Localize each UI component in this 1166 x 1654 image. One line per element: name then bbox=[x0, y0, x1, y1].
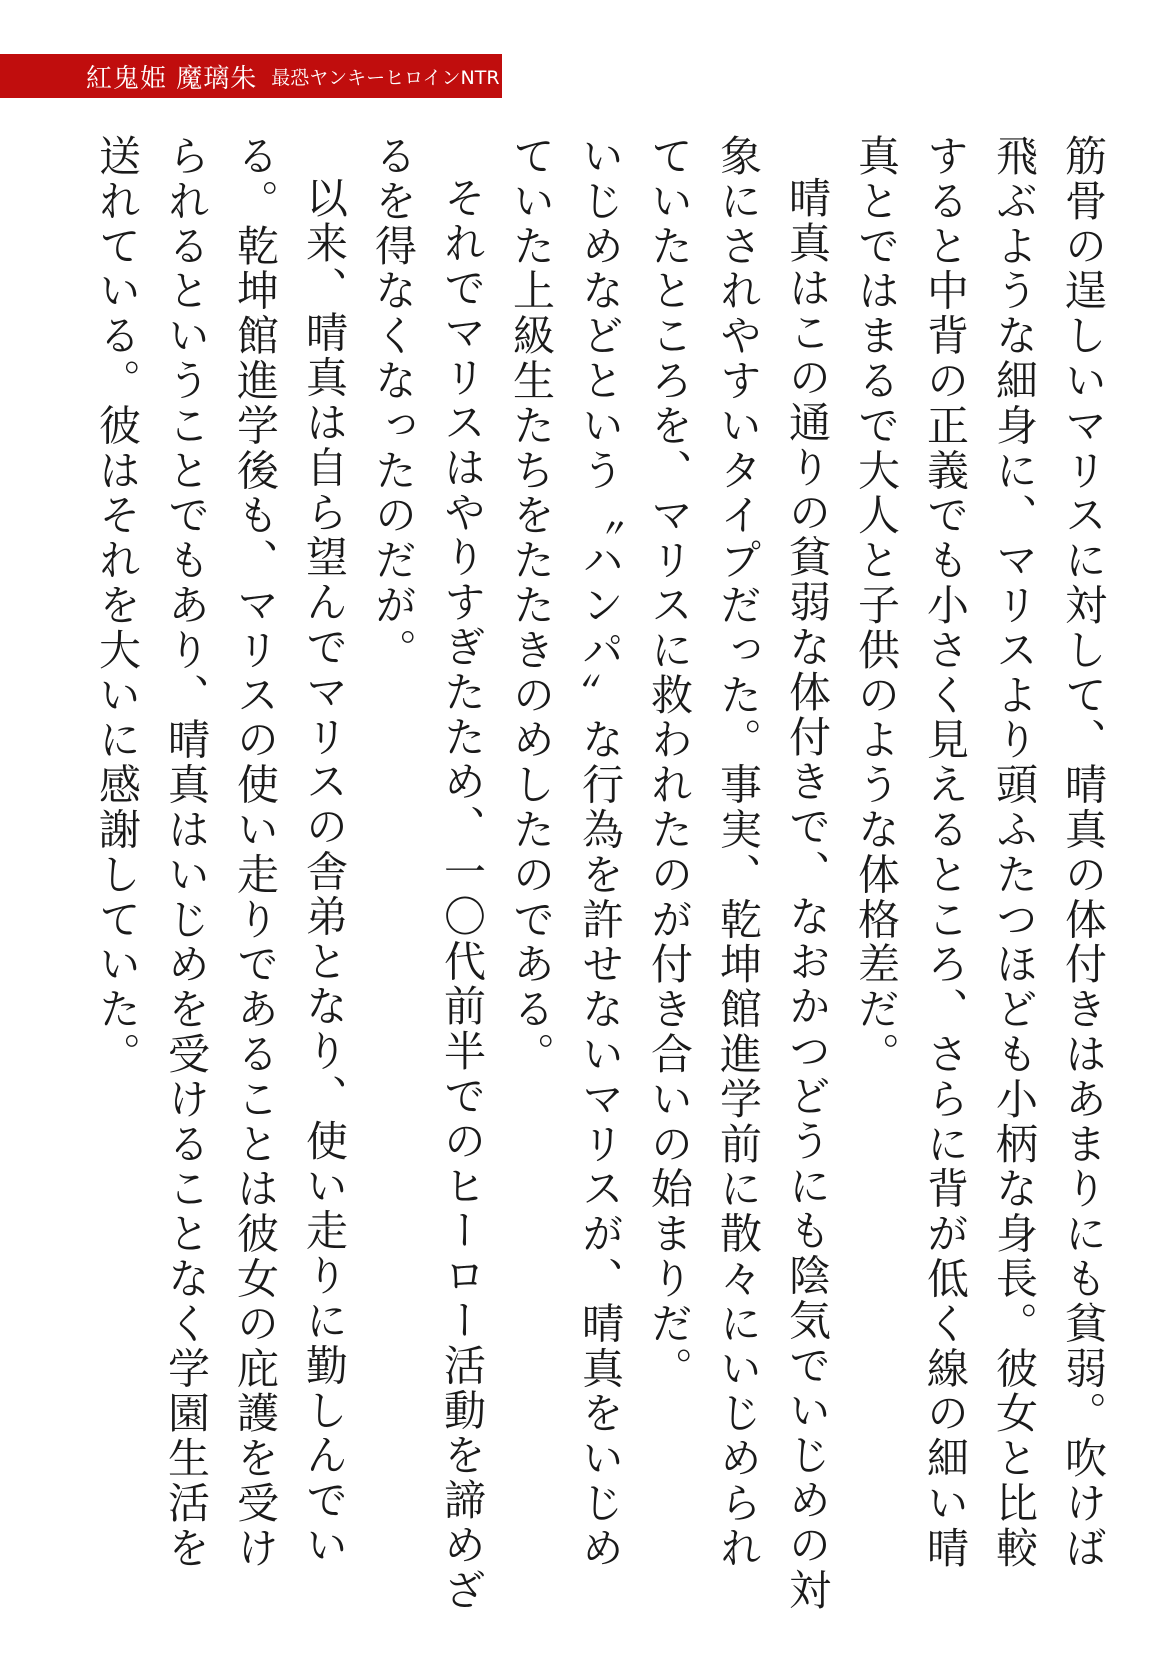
paragraph: 以来、晴真は自ら望んでマリスの舎弟となり、使い走りに勤しんでいる。乾坤館進学後も、マリスの使い走りであることは彼女の庇護を受けられるということでもあり、晴真はいじめを受けることなく学園生活を送れている。彼はそれを大いに感謝していた。 bbox=[93, 134, 349, 1571]
header-band bbox=[0, 54, 502, 98]
book-title: 紅鬼姫 魔璃朱 bbox=[86, 63, 258, 94]
paragraph: いじめなどという〝ハンパ〟な行為を許せないマリスが、晴真をいじめていた上級生たちをたたきのめしたのである。 bbox=[507, 134, 625, 1571]
book-subtitle: 最恐ヤンキーヒロインNTR bbox=[271, 66, 500, 89]
body-text bbox=[58, 134, 1118, 1614]
paragraph: 筋骨の逞しいマリスに対して、晴真の体付きはあまりにも貧弱。吹けば飛ぶような細身に、マリスより頭ふたつほども小柄な身長。彼女と比較すると中背の正義でも小さく見えるところ、さらに背が低く線の細い晴真とではまるで大人と子供のような体格差だ。 bbox=[852, 134, 1108, 1571]
paragraph: 晴真はこの通りの貧弱な体付きで、なおかつどうにも陰気でいじめの対象にされやすいタイプだった。事実、乾坤館進学前に散々にいじめられていたところを、マリスに救われたのが付き合いの始まりだ。 bbox=[645, 134, 832, 1613]
paragraph: それでマリスはやりすぎたため、一〇代前半でのヒーロー活動を諦めざるを得なくなったのだが。 bbox=[369, 134, 487, 1613]
